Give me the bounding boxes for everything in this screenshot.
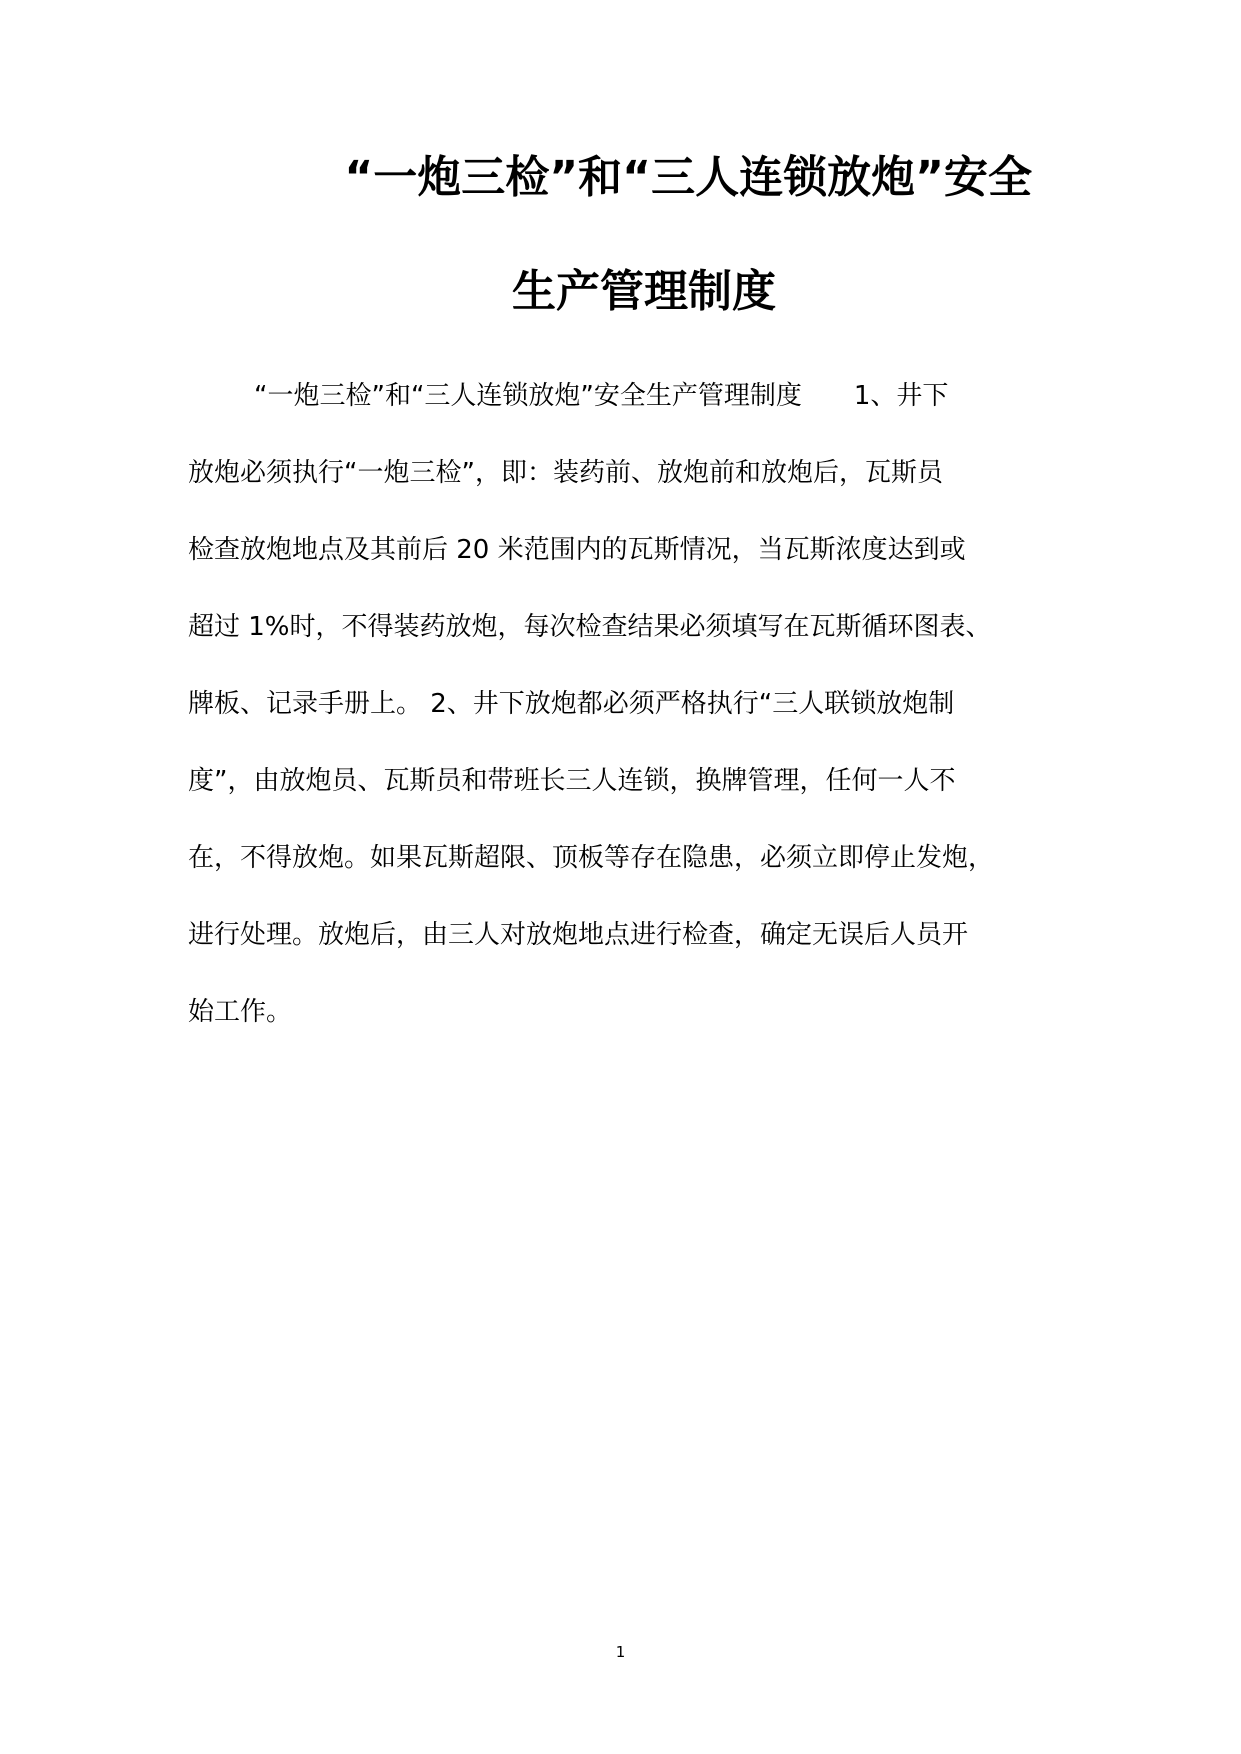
- body-line: 放炮必须执行“一炮三检”，即：装药前、放炮前和放炮后，瓦斯员: [188, 458, 943, 488]
- page-number: 1: [615, 1643, 626, 1661]
- body-line: 度”，由放炮员、瓦斯员和带班长三人连锁，换牌管理，任何一人不: [188, 766, 956, 796]
- body-line: “一炮三检”和“三人连锁放炮”安全生产管理制度 1、井下: [254, 381, 949, 411]
- body-line: 牌板、记录手册上。 2、井下放炮都必须严格执行“三人联锁放炮制: [188, 689, 955, 719]
- document-title-line-1: “一炮三检”和“三人连锁放炮”安全: [344, 152, 1032, 203]
- body-line: 始工作。: [188, 997, 293, 1027]
- document-title-line-2: 生产管理制度: [512, 266, 776, 317]
- body-line: 超过 1%时，不得装药放炮，每次检查结果必须填写在瓦斯循环图表、: [188, 612, 992, 642]
- body-line: 在，不得放炮。如果瓦斯超限、顶板等存在隐患，必须立即停止发炮，: [188, 843, 995, 873]
- body-line: 检查放炮地点及其前后 20 米范围内的瓦斯情况，当瓦斯浓度达到或: [188, 535, 966, 565]
- document-body: [188, 376, 1048, 1069]
- body-line: 进行处理。放炮后，由三人对放炮地点进行检查，确定无误后人员开: [188, 920, 969, 950]
